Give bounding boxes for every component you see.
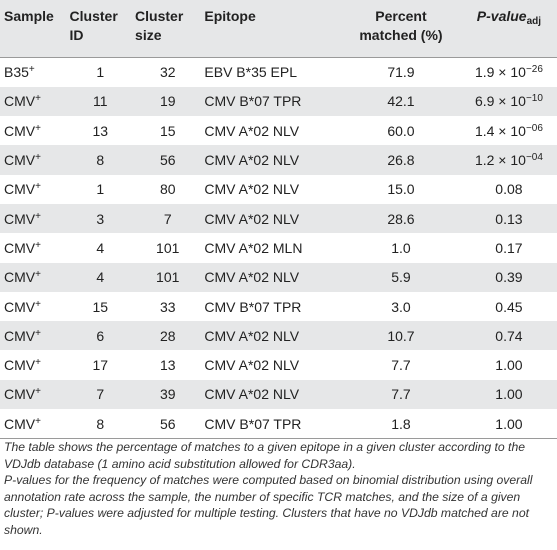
cell-cluster-size: 80 bbox=[159, 181, 176, 198]
cell-percent: 5.9 bbox=[341, 263, 461, 292]
cell-sample: CMV+ bbox=[4, 357, 41, 374]
cell-sample: CMV+ bbox=[4, 298, 41, 315]
cell-percent: 10.7 bbox=[341, 321, 461, 350]
cell-cluster-size: 19 bbox=[133, 87, 202, 116]
table-row bbox=[0, 116, 557, 145]
header-sample: Sample bbox=[0, 0, 68, 57]
footnote-paragraph-1: The table shows the percentage of matches to a given epitope in a given cluster according to the VDJdb database (1 amino acid substitution allowed for CDR3aa). bbox=[4, 440, 525, 471]
cell-cluster-size: 56 bbox=[133, 145, 202, 174]
cell-cluster-id: 6 bbox=[68, 321, 134, 350]
cell-cluster-size: 28 bbox=[133, 321, 202, 350]
cell-sample: CMV+ bbox=[4, 239, 41, 256]
cell-pvalue: $1.2 \times 10^{-04}$ bbox=[461, 145, 557, 174]
cell-cluster-size: 39 bbox=[133, 380, 202, 409]
cell-sample: CMV+ bbox=[0, 409, 68, 439]
cell-sample: CMV+ bbox=[0, 380, 68, 409]
cell-epitope: CMV A*02 NLV bbox=[204, 357, 300, 374]
cell-cluster-size: 101 bbox=[156, 239, 180, 256]
table-row bbox=[0, 321, 557, 350]
table-header-row bbox=[0, 0, 557, 57]
header-cluster-id: Cluster ID bbox=[68, 0, 134, 57]
cell-sample: CMV+ bbox=[4, 122, 41, 139]
table-row bbox=[0, 175, 557, 204]
table-body bbox=[0, 58, 557, 439]
cell-cluster-size: 33 bbox=[159, 298, 176, 315]
table-row bbox=[0, 233, 557, 262]
footnote-paragraph-2: P-values for the frequency of matches were computed based on binomial distribution using overall annotation rate across the sample, the number of specific TCR matches, and the size of a given cluster; P-values were adjusted for multiple testing. Clusters that have no VDJdb matched are not shown. bbox=[4, 473, 533, 537]
cell-epitope: CMV B*07 TPR bbox=[202, 409, 341, 439]
cell-percent: 1.0 bbox=[391, 239, 411, 256]
cell-percent: 42.1 bbox=[341, 87, 461, 116]
cell-pvalue: 1.00 bbox=[461, 409, 557, 439]
header-epitope: Epitope bbox=[202, 0, 341, 57]
cell-cluster-id: 4 bbox=[96, 239, 105, 256]
cell-epitope: CMV B*07 TPR bbox=[202, 87, 341, 116]
cell-cluster-id: 4 bbox=[68, 263, 134, 292]
header-pvalue-adj: P-value$_{adj}$ bbox=[461, 0, 557, 57]
cell-cluster-id: 13 bbox=[92, 122, 109, 139]
cell-cluster-size: 13 bbox=[159, 357, 176, 374]
cell-cluster-id: 8 bbox=[68, 409, 134, 439]
cell-sample: CMV+ bbox=[0, 263, 68, 292]
cell-percent: 1.8 bbox=[341, 409, 461, 439]
table-row bbox=[0, 350, 557, 379]
cell-percent: 71.9 bbox=[387, 64, 415, 81]
cell-pvalue: 0.08 bbox=[495, 181, 523, 198]
cell-epitope: CMV A*02 NLV bbox=[202, 321, 341, 350]
cell-epitope: CMV A*02 NLV bbox=[202, 263, 341, 292]
cell-epitope: CMV A*02 NLV bbox=[202, 380, 341, 409]
cell-percent: 15.0 bbox=[387, 181, 415, 198]
cell-pvalue: $6.9 \times 10^{-10}$ bbox=[461, 87, 557, 116]
cell-epitope: CMV A*02 MLN bbox=[204, 239, 303, 256]
cell-epitope: CMV A*02 NLV bbox=[204, 181, 300, 198]
cell-cluster-size: 7 bbox=[133, 204, 202, 233]
table-row bbox=[0, 409, 557, 439]
cell-cluster-id: 17 bbox=[92, 357, 109, 374]
table-row bbox=[0, 380, 557, 409]
cell-pvalue: 0.39 bbox=[461, 263, 557, 292]
header-percent-matched: Percent matched (%) bbox=[341, 0, 461, 57]
cell-pvalue: 1.00 bbox=[495, 357, 523, 374]
cell-cluster-id: 1 bbox=[96, 181, 105, 198]
cell-sample: CMV+ bbox=[0, 145, 68, 174]
cell-pvalue: 0.74 bbox=[461, 321, 557, 350]
cell-epitope: CMV B*07 TPR bbox=[204, 298, 302, 315]
cell-percent: 7.7 bbox=[341, 380, 461, 409]
cell-pvalue: 0.17 bbox=[495, 239, 523, 256]
table-footnote bbox=[4, 439, 552, 538]
cell-cluster-size: 101 bbox=[133, 263, 202, 292]
table-row bbox=[0, 58, 557, 87]
cell-percent: 3.0 bbox=[391, 298, 411, 315]
cell-epitope: EBV B*35 EPL bbox=[204, 64, 298, 81]
cell-percent: 60.0 bbox=[387, 122, 415, 139]
cell-cluster-id: 7 bbox=[68, 380, 134, 409]
cell-pvalue: $1.9 \times 10^{-26}$ bbox=[474, 64, 543, 81]
table-row bbox=[0, 204, 557, 233]
header-cluster-size: Cluster size bbox=[133, 0, 202, 57]
cell-sample: B35+ bbox=[4, 64, 35, 81]
cell-cluster-size: 32 bbox=[159, 64, 176, 81]
cell-percent: 26.8 bbox=[341, 145, 461, 174]
cell-cluster-size: 15 bbox=[159, 122, 176, 139]
cell-epitope: CMV A*02 NLV bbox=[204, 122, 300, 139]
cell-epitope: CMV A*02 NLV bbox=[202, 145, 341, 174]
cell-pvalue: 0.13 bbox=[461, 204, 557, 233]
cell-sample: CMV+ bbox=[0, 204, 68, 233]
cell-cluster-id: 11 bbox=[68, 87, 134, 116]
cell-sample: CMV+ bbox=[4, 181, 41, 198]
cell-sample: CMV+ bbox=[0, 87, 68, 116]
cell-sample: CMV+ bbox=[0, 321, 68, 350]
cell-pvalue: $1.4 \times 10^{-06}$ bbox=[474, 122, 543, 139]
table-row bbox=[0, 145, 557, 174]
cell-pvalue: 1.00 bbox=[461, 380, 557, 409]
cell-percent: 7.7 bbox=[391, 357, 411, 374]
table-row bbox=[0, 292, 557, 321]
cell-cluster-id: 8 bbox=[68, 145, 134, 174]
cell-pvalue: 0.45 bbox=[495, 298, 523, 315]
cell-cluster-id: 15 bbox=[92, 298, 109, 315]
table-row bbox=[0, 263, 557, 292]
cell-percent: 28.6 bbox=[341, 204, 461, 233]
cell-cluster-id: 3 bbox=[68, 204, 134, 233]
table-row bbox=[0, 87, 557, 116]
cell-epitope: CMV A*02 NLV bbox=[202, 204, 341, 233]
cell-cluster-size: 56 bbox=[133, 409, 202, 439]
cell-cluster-id: 1 bbox=[96, 64, 105, 81]
